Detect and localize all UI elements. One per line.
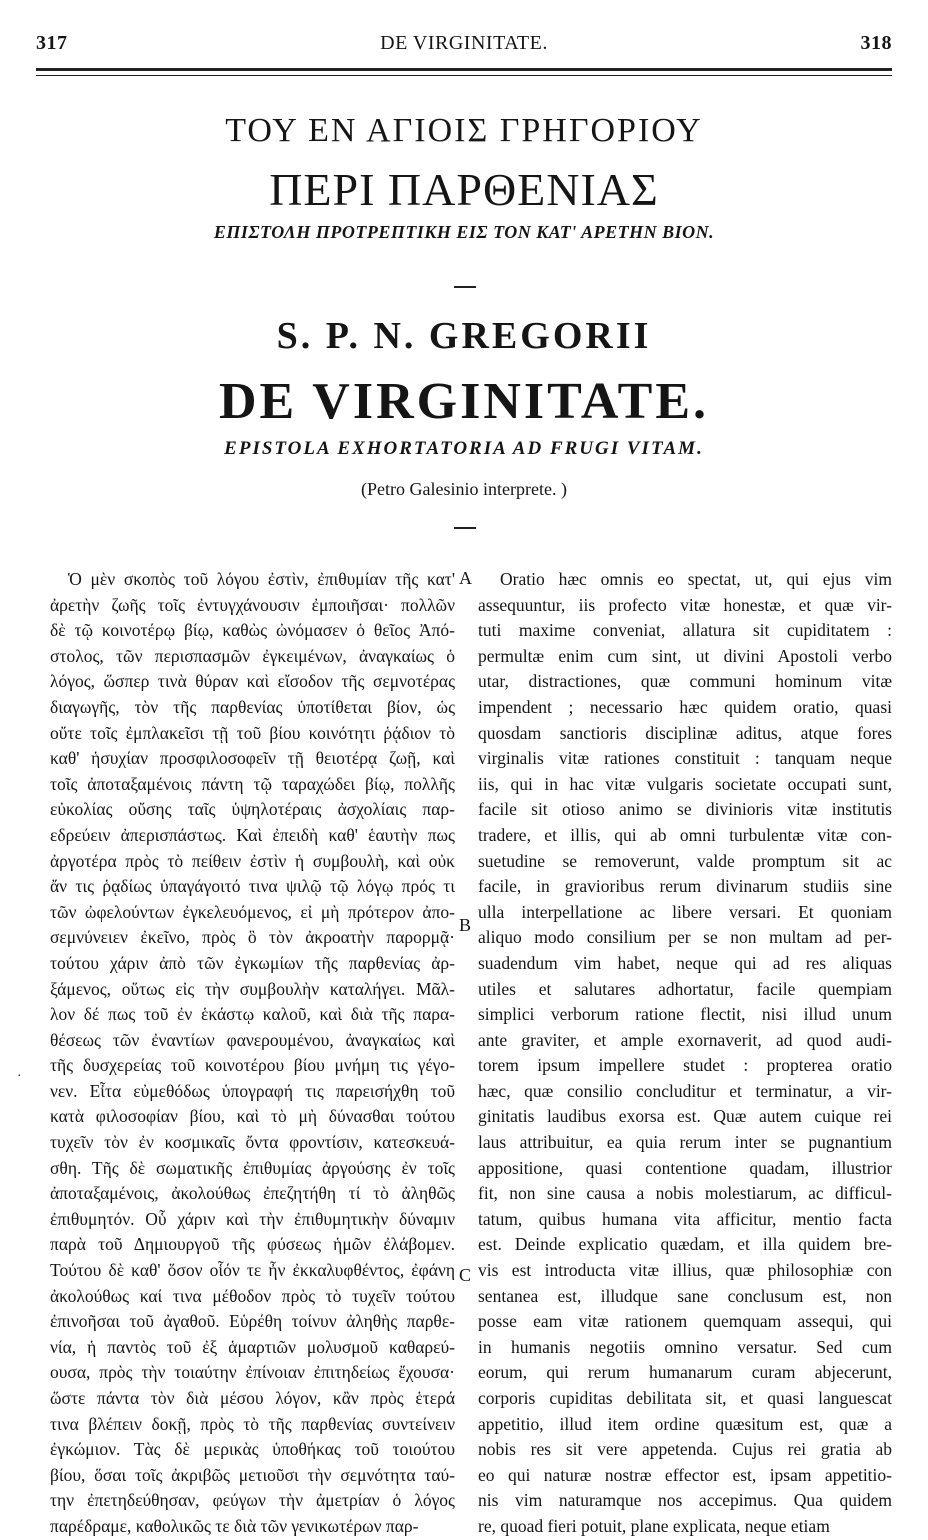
text-line: θέσεως τῶν ἐναντίων φανερουμένου, ἀναγκαίως καὶ: [50, 1029, 455, 1050]
text-line: eorum, qui rerum humanarum curam abjecerunt,: [478, 1362, 892, 1383]
text-line: τυχεῖν τὸν ἐν κοσμικαῖς ὄντα φροντίσιν, κατεσκευά-: [50, 1132, 455, 1153]
text-line: posse eam vitæ rationem quemquam assequi, qui: [478, 1311, 892, 1332]
text-line: appositione, quasi contentione quadam, illustrior: [478, 1157, 892, 1178]
text-line: ginitatis laudibus exorsa est. Quæ autem cuique rei: [478, 1106, 892, 1127]
text-line: εδρεύειν ἀπερισπάστως. Καὶ ἐπειδὴ καθ' ἑαυτὴν πως: [50, 824, 455, 845]
text-line: re, quoad fieri potuit, plane explicata, neque etiam: [478, 1515, 830, 1536]
text-line: facile sit otioso animo se divinioris vitæ institutis: [478, 799, 892, 820]
text-line: tradere, et illis, qui ab omni turbulentæ vitæ con-: [478, 824, 892, 845]
text-line: utiles et salutares adhortatur, facile quempiam: [478, 978, 892, 999]
text-line: ἐπινοῆσαι τοῦ ἀγαθοῦ. Εὑρέθη τοίνυν ἀληθὴς παρθε-: [50, 1311, 455, 1332]
text-line: permultæ enim cum sint, ut divini Apostoli verbo: [478, 645, 892, 666]
interpreter-note: (Petro Galesinio interprete. ): [361, 479, 567, 499]
text-line: δὲ τῷ κοινοτέρῳ βίῳ, καθὼς ὠνόμασεν ὁ θεῖος Ἀπό-: [50, 620, 455, 641]
margin-marker-a: A: [459, 568, 472, 588]
text-line: suadendum vim habet, neque qui ad res aliquas: [478, 952, 892, 973]
text-line: Ὁ μὲν σκοπὸς τοῦ λόγου ἐστὶν, ἐπιθυμίαν τῆς κατ': [68, 569, 455, 589]
text-line: nobis res sit vere appetenda. Cujus rei gratia ab: [478, 1439, 892, 1460]
header-rule-thick: [36, 68, 892, 71]
text-line: τῆς δυσχερείας τοῦ κοινοτέρου βίου μνήμη τις γέγο-: [50, 1055, 455, 1076]
text-line: νία, ἡ παντὸς τοῦ ἐξ ἁμαρτιῶν μολυσμοῦ καθαρεύ-: [50, 1336, 455, 1357]
text-line: nis vim naturamque nos accepimus. Qua quidem: [478, 1490, 892, 1511]
text-line: utar, distractiones, quæ communi hominum vitæ: [478, 671, 892, 692]
text-line: παρὰ τοῦ Δημιουργοῦ τῆς φύσεως ἡμῶν ἐλάβομεν.: [50, 1234, 455, 1255]
running-head: [36, 28, 892, 62]
text-line: fit, non sine causa a nobis molestiarum, ac difficul-: [478, 1183, 892, 1204]
text-line: διαγωγῆς, τὸν τῆς παρθενίας ὑποτίθεται βίον, ὡς: [50, 696, 455, 717]
text-line: εὐκολίας οὔσης ταῖς ὑψηλοτέραις ἀσχολίαις παρ-: [50, 799, 455, 820]
text-line: ante graviter, et ample exornaverit, ad quod audi-: [478, 1029, 892, 1050]
text-line: οὔτε τοῖς ἐμπλακεῖσι τῇ τοῦ βίου κοινότητι ῥᾴδιον τὸ: [50, 722, 455, 743]
text-line: eo qui naturæ nostræ effector est, ipsam appetitio-: [478, 1464, 892, 1485]
text-line: Τούτου δὲ καθ' ὅσον οἷόν τε ἦν ἐκκαλυφθέντος, ἐφάνη: [50, 1260, 455, 1281]
latin-column: [478, 567, 892, 1540]
text-line: suetudine se removerunt, valde promptum sit ac: [478, 850, 892, 871]
text-line: sentanea est, illudque sane conclusum est, non: [478, 1285, 892, 1306]
text-line: τῶν ὠφελούντων ἐγκελευόμενος, εἰ μὴ πρότερον ἀπο-: [50, 901, 455, 922]
text-line: laus attribuitur, ea quia rerum inter se pugnantium: [478, 1132, 892, 1153]
text-line: virginalis vitæ rationes constituit : tanquam neque: [478, 748, 892, 769]
text-line: καθ' ἡσυχίαν προσφιλοσοφεῖν τῇ θειοτέρᾳ ζωῇ, καὶ: [50, 748, 455, 769]
greek-author: ΤΟΥ ΕΝ ΑΓΙΟΙΣ ΓΡΗΓΟΡΙΟΥ: [225, 112, 703, 149]
title-divider: [454, 527, 476, 529]
greek-subtitle: ΕΠΙΣΤΟΛΗ ΠΡΟΤΡΕΠΤΙΚΗ ΕΙΣ ΤΟΝ ΚΑΤ' ΑΡΕΤΗΝ ΒΙΟΝ.: [213, 222, 715, 242]
text-line: ὥστε πάντα τὸν διὰ μέσου λόγον, κἂν πρὸς ἑτερά: [50, 1388, 455, 1408]
text-line: κατὰ φιλοσοφίαν βίου, καὶ τὸ μὴ δύνασθαι τούτου: [50, 1106, 455, 1127]
text-line: facile, in gravioribus rerum divinarum studiis sine: [478, 876, 892, 897]
title-divider: [454, 286, 476, 288]
stray-mark: ·: [17, 1069, 22, 1084]
text-line: σθη. Τῆς δὲ σωματικῆς ἐπιθυμίας ἀργούσης ἐν τοῖς: [50, 1157, 455, 1178]
text-line: τούτου χάριν ἀπὸ τῶν ἐγκωμίων τῆς παρθενίας ἀρ-: [50, 952, 455, 973]
margin-marker-c: C: [459, 1265, 472, 1285]
text-line: τινα βλέπειν δοκῇ, πρὸς τὸ τῆς παρθενίας συντείνειν: [50, 1413, 455, 1434]
text-line: ουσα, πρὸς τὴν τοιαύτην ἐπίνοιαν ἐπιτηδείως ἔχουσα·: [50, 1362, 455, 1383]
text-line: assequuntur, iis profecto vitæ honestæ, et quæ vir-: [478, 594, 892, 615]
text-line: ἐπιθυμητόν. Οὗ χάριν καὶ τὴν ἐπιθυμητικὴν δύναμιν: [50, 1208, 455, 1229]
text-line: λον δέ πως τοῦ ἐν ἑκάστῳ καλοῦ, καὶ διὰ τῆς παρα-: [50, 1004, 455, 1025]
text-line: quosdam sanctioris disciplinæ aditus, atque fores: [478, 722, 892, 743]
text-line: ἀργοτέρα πρὸς τὸ πείθειν ἐστὶν ἡ συμβουλὴ, καὶ οὐκ: [50, 850, 455, 871]
running-title: DE VIRGINITATE.: [380, 32, 548, 54]
text-line: impendent ; necessario hæc quidem oratio, quasi: [478, 696, 892, 717]
text-line: στολος, τῶν περισπασμῶν ἐγκειμένων, ἀναγκαίως ὁ: [50, 645, 455, 666]
text-line: ἀρετὴν ζωῆς τοῖς ἐντυγχάνουσιν ἐμποιῆσαι· πολλῶν: [50, 594, 455, 615]
text-line: appetitio, illud item ordine quæsitum est, quæ a: [478, 1413, 892, 1434]
text-line: torem ipsum impellere studet : propterea oratio: [478, 1055, 892, 1076]
text-line: ἀκολούθως καί τινα μέθοδον πρὸς τὸ τυχεῖν τούτου: [50, 1285, 455, 1306]
text-line: λόγος, ὥσπερ τινὰ θύραν καὶ εἴσοδον τῆς σεμνοτέρας: [50, 671, 455, 692]
latin-author: S. P. N. GREGORII: [276, 315, 652, 357]
text-line: in humanis negotiis omnino versatur. Sed cum: [478, 1336, 892, 1357]
text-line: hæc, quæ consilio concluditur et terminatur, a vir-: [478, 1080, 892, 1101]
text-line: ξάμενος, οὕτως εἰς τὴν συμβουλὴν καταλήγει. Μᾶλ-: [50, 978, 455, 999]
text-line: ulla interpellatione ac libere versari. Et quoniam: [478, 901, 892, 922]
margin-marker-b: B: [459, 915, 472, 935]
text-line: παρέδραμε, καθολικῶς τε διὰ τῶν γενικωτέρων παρ-: [50, 1515, 419, 1536]
text-line: σεμνύνειεν ἐκεῖνο, πρὸς ὃ τὸν ἀκροατὴν παρορμᾷ·: [50, 927, 455, 948]
text-line: aliquo modo consilium per se non multam ad per-: [478, 927, 892, 948]
text-line: ἐγκώμιον. Τὰς δὲ μερικὰς ὑποθήκας τοῦ τοιούτου: [50, 1439, 455, 1460]
latin-title: DE VIRGINITATE.: [219, 373, 709, 430]
text-line: corporis cupiditas debilitata sit, et quasi languescat: [478, 1388, 892, 1408]
text-line: simplici verborum ratione flectit, nisi illud unum: [478, 1004, 892, 1025]
text-line: ἄν τις ῥᾳδίως ὑπαγάγοιτό τινα ψιλῷ τῷ λόγῳ πρός τι: [50, 876, 455, 897]
text-line: βίου, ὅσαι τοῖς ἀκριβῶς μετιοῦσι τὴν σεμνότητα ταύ-: [50, 1464, 455, 1485]
text-line: iis, qui in hac vitæ vulgaris societate occupati sunt,: [478, 773, 892, 794]
text-line: νεν. Εἶτα εὐμεθόδως ὑπογραφή τις παρεισήχθη τοῦ: [50, 1080, 455, 1101]
page-number-right: 318: [860, 32, 892, 54]
page-number-left: 317: [36, 32, 68, 54]
greek-title: ΠΕΡΙ ΠΑΡΘΕΝΙΑΣ: [269, 164, 659, 215]
text-line: τοῖς ἀποταξαμένοις πάντη τῷ ταραχώδει βίῳ, πολλῆς: [50, 773, 455, 794]
latin-subtitle: EPISTOLA EXHORTATORIA AD FRUGI VITAM.: [224, 438, 704, 459]
greek-column: [50, 567, 455, 1540]
text-line: vis est introducta vitæ illius, quæ philosophiæ con: [478, 1260, 892, 1281]
text-line: tatum, quibus humana vita afficitur, mentio facta: [478, 1208, 892, 1229]
text-line: ἀποταξαμένοις, ἀκολούθως ἐπεζητήθη τί τὸ ἀληθῶς: [50, 1183, 455, 1204]
text-line: Oratio hæc omnis eo spectat, ut, qui ejus vim: [500, 569, 892, 589]
header-rule-thin: [36, 75, 892, 76]
text-line: est. Deinde explicatio quædam, et illa quidem bre-: [478, 1234, 892, 1255]
text-line: την ἐπετηδεύθησαν, φεύγων τὴν ἀμετρίαν ὁ λόγος: [50, 1490, 455, 1511]
text-line: tuti maxime conveniat, allatura sit cupiditatem :: [478, 620, 892, 641]
